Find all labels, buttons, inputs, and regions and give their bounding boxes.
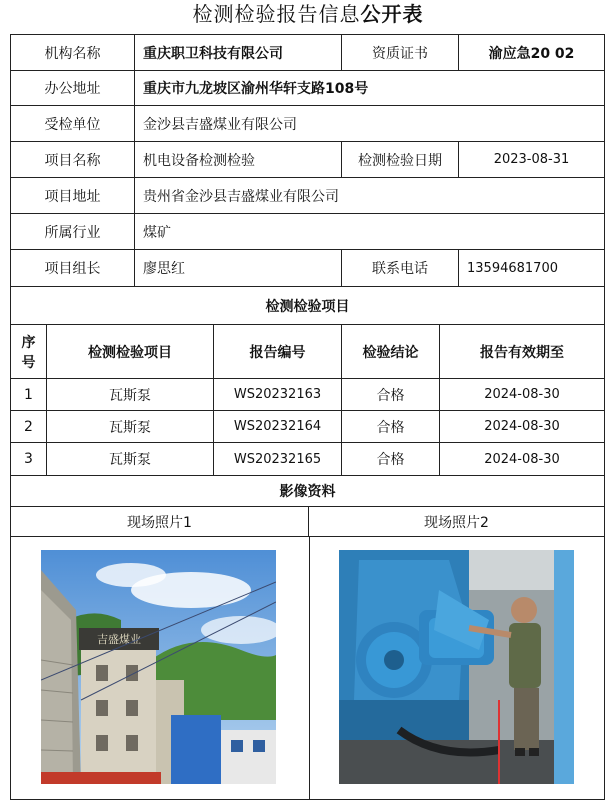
item-cell: 瓦斯泵 [47, 379, 214, 410]
industry-value: 煤矿 [143, 224, 171, 241]
table-row [11, 443, 604, 476]
row-industry [11, 214, 604, 250]
cert-value: 渝应急20 02 [488, 45, 575, 62]
images-section-title: 影像资料 [279, 484, 336, 500]
seq-header: 序号 [11, 325, 47, 378]
org-label: 机构名称 [11, 35, 135, 70]
photo2-label: 现场照片2 [424, 514, 489, 531]
site-value: 贵州省金沙县吉盛煤业有限公司 [143, 188, 339, 205]
items-section-row [11, 287, 604, 325]
report-cell: WS20232165 [214, 443, 342, 475]
row-client [11, 106, 604, 142]
page-title [0, 0, 616, 30]
title-normal: 检测检验报告信息 [192, 2, 361, 26]
result-cell: 合格 [342, 411, 440, 442]
date-value: 2023-08-31 [493, 152, 570, 167]
date-label: 检测检验日期 [342, 142, 459, 177]
result-header: 检验结论 [342, 325, 440, 378]
items-header-row [11, 325, 604, 379]
item-cell: 瓦斯泵 [47, 443, 214, 475]
valid-cell: 2024-08-30 [484, 451, 560, 467]
site-photo-2 [339, 550, 574, 784]
leader-value: 廖思红 [135, 250, 342, 286]
seq-cell: 2 [11, 411, 47, 442]
photo-label-row [11, 507, 604, 537]
site-photo-1 [41, 550, 276, 784]
images-section-row [11, 476, 604, 507]
client-label: 受检单位 [11, 106, 135, 141]
report-cell: WS20232164 [214, 411, 342, 442]
industry-label: 所属行业 [11, 214, 135, 249]
row-leader [11, 250, 604, 287]
row-address [11, 71, 604, 106]
item-cell: 瓦斯泵 [47, 411, 214, 442]
sign-text: 吉盛煤业 [97, 633, 141, 646]
addr-label: 办公地址 [11, 71, 135, 105]
valid-cell: 2024-08-30 [484, 419, 560, 434]
seq-cell: 1 [11, 379, 47, 410]
seq-cell: 3 [11, 443, 47, 475]
project-value: 机电设备检测检验 [135, 142, 342, 177]
result-cell: 合格 [342, 379, 440, 410]
table-row [11, 379, 604, 411]
org-value: 重庆职卫科技有限公司 [135, 35, 342, 70]
photo1-label: 现场照片1 [11, 507, 309, 536]
row-site [11, 178, 604, 214]
project-label: 项目名称 [11, 142, 135, 177]
valid-header: 报告有效期至 [480, 344, 564, 361]
phone-value: 13594681700 [467, 260, 558, 276]
row-project [11, 142, 604, 178]
row-org [11, 35, 604, 71]
site-label: 项目地址 [11, 178, 135, 213]
cert-label: 资质证书 [342, 35, 459, 70]
table-row [11, 411, 604, 443]
title-bold: 公开表 [360, 2, 424, 26]
phone-label: 联系电话 [342, 250, 459, 286]
item-header: 检测检验项目 [47, 325, 214, 378]
addr-value: 重庆市九龙坡区渝州华轩支路108号 [143, 81, 369, 97]
report-cell: WS20232163 [214, 379, 342, 410]
valid-cell: 2024-08-30 [484, 387, 560, 402]
report-header: 报告编号 [214, 325, 342, 378]
client-value: 金沙县吉盛煤业有限公司 [143, 116, 297, 133]
result-cell: 合格 [342, 443, 440, 475]
leader-label: 项目组长 [11, 250, 135, 286]
items-section-title: 检测检验项目 [265, 298, 350, 315]
